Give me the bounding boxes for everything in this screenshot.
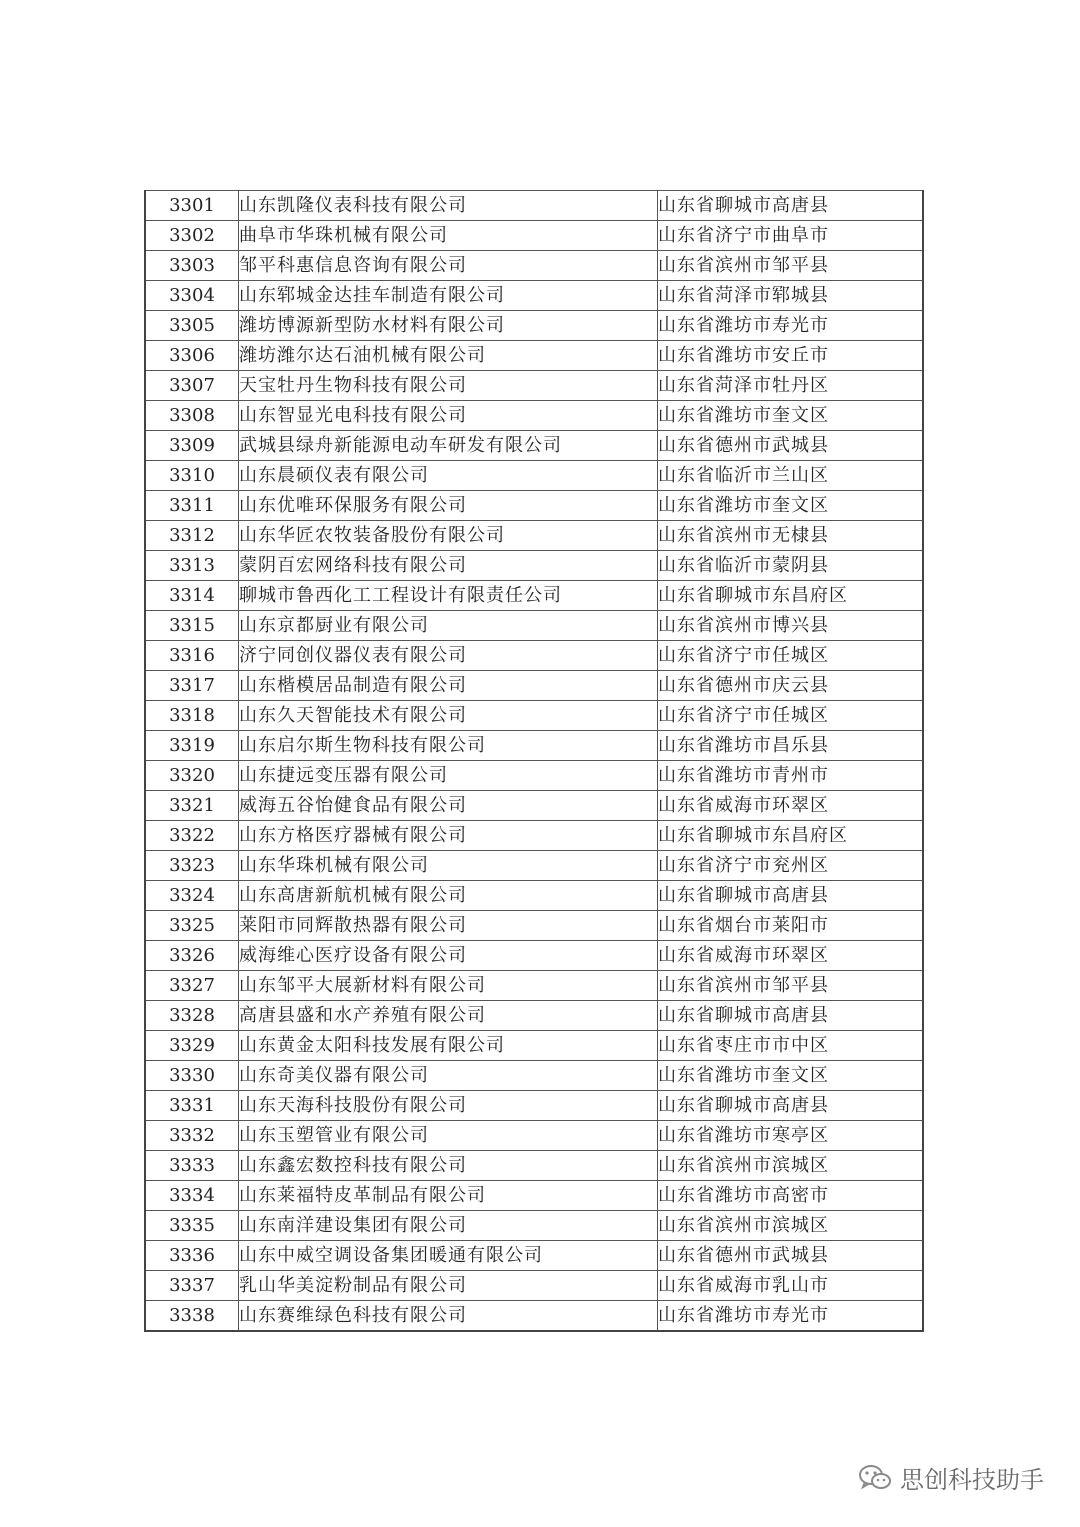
company-location: 山东省潍坊市奎文区: [658, 401, 924, 431]
company-location: 山东省滨州市邹平县: [658, 251, 924, 281]
company-name: 山东京都厨业有限公司: [239, 611, 658, 641]
table-row: [145, 641, 923, 671]
table-row: [145, 191, 923, 221]
row-number: 3331: [145, 1091, 239, 1121]
row-number: 3322: [145, 821, 239, 851]
company-name: 山东黄金太阳科技发展有限公司: [239, 1031, 658, 1061]
company-location: 山东省滨州市邹平县: [658, 971, 924, 1001]
row-number: 3311: [145, 491, 239, 521]
company-location: 山东省潍坊市寒亭区: [658, 1121, 924, 1151]
company-name: 邹平科惠信息咨询有限公司: [239, 251, 658, 281]
table-row: [145, 371, 923, 401]
table-row: [145, 1301, 923, 1332]
company-location: 山东省潍坊市青州市: [658, 761, 924, 791]
company-location: 山东省济宁市兖州区: [658, 851, 924, 881]
company-location: 山东省菏泽市牡丹区: [658, 371, 924, 401]
company-name: 乳山华美淀粉制品有限公司: [239, 1271, 658, 1301]
company-location: 山东省聊城市东昌府区: [658, 821, 924, 851]
company-name: 山东华匠农牧装备股份有限公司: [239, 521, 658, 551]
table-row: [145, 1211, 923, 1241]
row-number: 3301: [145, 191, 239, 221]
company-location: 山东省聊城市高唐县: [658, 191, 924, 221]
table-row: [145, 731, 923, 761]
watermark: [858, 1460, 1044, 1495]
company-name: 山东邹平大展新材料有限公司: [239, 971, 658, 1001]
table-row: [145, 911, 923, 941]
table-row: [145, 491, 923, 521]
company-name: 山东赛维绿色科技有限公司: [239, 1301, 658, 1332]
company-name: 山东中威空调设备集团暖通有限公司: [239, 1241, 658, 1271]
company-name: 山东郓城金达挂车制造有限公司: [239, 281, 658, 311]
company-name: 聊城市鲁西化工工程设计有限责任公司: [239, 581, 658, 611]
company-name: 山东南洋建设集团有限公司: [239, 1211, 658, 1241]
company-location: 山东省潍坊市奎文区: [658, 1061, 924, 1091]
company-location: 山东省潍坊市寿光市: [658, 1301, 924, 1332]
row-number: 3312: [145, 521, 239, 551]
company-location: 山东省聊城市高唐县: [658, 881, 924, 911]
company-location: 山东省济宁市任城区: [658, 701, 924, 731]
table-row: [145, 671, 923, 701]
company-name: 山东鑫宏数控科技有限公司: [239, 1151, 658, 1181]
row-number: 3327: [145, 971, 239, 1001]
table-row: [145, 1151, 923, 1181]
row-number: 3323: [145, 851, 239, 881]
table-row: [145, 941, 923, 971]
company-location: 山东省威海市环翠区: [658, 941, 924, 971]
company-name: 潍坊潍尔达石油机械有限公司: [239, 341, 658, 371]
row-number: 3313: [145, 551, 239, 581]
row-number: 3334: [145, 1181, 239, 1211]
row-number: 3328: [145, 1001, 239, 1031]
table-row: [145, 311, 923, 341]
company-location: 山东省聊城市高唐县: [658, 1091, 924, 1121]
table-row: [145, 611, 923, 641]
table-row: [145, 1031, 923, 1061]
company-name: 武城县绿舟新能源电动车研发有限公司: [239, 431, 658, 461]
company-list-table: [144, 190, 924, 1332]
company-name: 蒙阴百宏网络科技有限公司: [239, 551, 658, 581]
company-name: 山东凯隆仪表科技有限公司: [239, 191, 658, 221]
company-name: 山东启尔斯生物科技有限公司: [239, 731, 658, 761]
row-number: 3316: [145, 641, 239, 671]
row-number: 3321: [145, 791, 239, 821]
row-number: 3338: [145, 1301, 239, 1332]
row-number: 3325: [145, 911, 239, 941]
company-location: 山东省潍坊市昌乐县: [658, 731, 924, 761]
company-name: 山东楷模居品制造有限公司: [239, 671, 658, 701]
table-row: [145, 401, 923, 431]
company-location: 山东省烟台市莱阳市: [658, 911, 924, 941]
table-row: [145, 581, 923, 611]
company-location: 山东省潍坊市安丘市: [658, 341, 924, 371]
row-number: 3306: [145, 341, 239, 371]
row-number: 3332: [145, 1121, 239, 1151]
row-number: 3324: [145, 881, 239, 911]
company-name: 山东优唯环保服务有限公司: [239, 491, 658, 521]
row-number: 3314: [145, 581, 239, 611]
company-name: 威海五谷怡健食品有限公司: [239, 791, 658, 821]
company-name: 高唐县盛和水产养殖有限公司: [239, 1001, 658, 1031]
row-number: 3335: [145, 1211, 239, 1241]
wechat-icon: [858, 1464, 892, 1492]
company-name: 山东捷远变压器有限公司: [239, 761, 658, 791]
company-name: 山东智显光电科技有限公司: [239, 401, 658, 431]
row-number: 3336: [145, 1241, 239, 1271]
table-row: [145, 1001, 923, 1031]
company-name: 天宝牡丹生物科技有限公司: [239, 371, 658, 401]
company-name: 山东莱福特皮革制品有限公司: [239, 1181, 658, 1211]
company-location: 山东省济宁市曲阜市: [658, 221, 924, 251]
watermark-text: 思创科技助手: [900, 1466, 1044, 1494]
row-number: 3337: [145, 1271, 239, 1301]
company-location: 山东省滨州市博兴县: [658, 611, 924, 641]
company-location: 山东省滨州市无棣县: [658, 521, 924, 551]
table-row: [145, 791, 923, 821]
table-row: [145, 1181, 923, 1211]
company-location: 山东省聊城市东昌府区: [658, 581, 924, 611]
table: [144, 190, 924, 1332]
row-number: 3302: [145, 221, 239, 251]
row-number: 3329: [145, 1031, 239, 1061]
row-number: 3333: [145, 1151, 239, 1181]
table-body: [145, 191, 923, 1332]
table-row: [145, 851, 923, 881]
company-name: 山东久天智能技术有限公司: [239, 701, 658, 731]
company-name: 山东高唐新航机械有限公司: [239, 881, 658, 911]
company-name: 潍坊博源新型防水材料有限公司: [239, 311, 658, 341]
company-location: 山东省威海市环翠区: [658, 791, 924, 821]
table-row: [145, 431, 923, 461]
table-row: [145, 251, 923, 281]
table-row: [145, 461, 923, 491]
row-number: 3304: [145, 281, 239, 311]
company-name: 山东晨硕仪表有限公司: [239, 461, 658, 491]
row-number: 3326: [145, 941, 239, 971]
table-row: [145, 521, 923, 551]
row-number: 3315: [145, 611, 239, 641]
company-location: 山东省滨州市滨城区: [658, 1151, 924, 1181]
company-location: 山东省潍坊市奎文区: [658, 491, 924, 521]
company-location: 山东省德州市武城县: [658, 1241, 924, 1271]
company-location: 山东省临沂市兰山区: [658, 461, 924, 491]
table-row: [145, 881, 923, 911]
company-location: 山东省滨州市滨城区: [658, 1211, 924, 1241]
company-location: 山东省菏泽市郓城县: [658, 281, 924, 311]
table-row: [145, 1121, 923, 1151]
row-number: 3307: [145, 371, 239, 401]
row-number: 3310: [145, 461, 239, 491]
row-number: 3319: [145, 731, 239, 761]
table-row: [145, 761, 923, 791]
company-name: 济宁同创仪器仪表有限公司: [239, 641, 658, 671]
row-number: 3318: [145, 701, 239, 731]
company-name: 山东天海科技股份有限公司: [239, 1091, 658, 1121]
table-row: [145, 1241, 923, 1271]
company-location: 山东省聊城市高唐县: [658, 1001, 924, 1031]
company-location: 山东省潍坊市寿光市: [658, 311, 924, 341]
table-row: [145, 551, 923, 581]
row-number: 3303: [145, 251, 239, 281]
company-location: 山东省济宁市任城区: [658, 641, 924, 671]
table-row: [145, 341, 923, 371]
company-name: 威海维心医疗设备有限公司: [239, 941, 658, 971]
company-name: 山东华珠机械有限公司: [239, 851, 658, 881]
row-number: 3308: [145, 401, 239, 431]
row-number: 3320: [145, 761, 239, 791]
company-name: 曲阜市华珠机械有限公司: [239, 221, 658, 251]
company-location: 山东省德州市庆云县: [658, 671, 924, 701]
company-name: 山东奇美仪器有限公司: [239, 1061, 658, 1091]
row-number: 3305: [145, 311, 239, 341]
company-name: 山东玉塑管业有限公司: [239, 1121, 658, 1151]
company-name: 山东方格医疗器械有限公司: [239, 821, 658, 851]
table-row: [145, 1091, 923, 1121]
table-row: [145, 1061, 923, 1091]
table-row: [145, 821, 923, 851]
row-number: 3317: [145, 671, 239, 701]
company-location: 山东省枣庄市市中区: [658, 1031, 924, 1061]
table-row: [145, 281, 923, 311]
table-row: [145, 971, 923, 1001]
table-row: [145, 1271, 923, 1301]
company-location: 山东省临沂市蒙阴县: [658, 551, 924, 581]
table-row: [145, 221, 923, 251]
table-row: [145, 701, 923, 731]
company-location: 山东省德州市武城县: [658, 431, 924, 461]
row-number: 3309: [145, 431, 239, 461]
company-name: 莱阳市同辉散热器有限公司: [239, 911, 658, 941]
company-location: 山东省潍坊市高密市: [658, 1181, 924, 1211]
row-number: 3330: [145, 1061, 239, 1091]
company-location: 山东省威海市乳山市: [658, 1271, 924, 1301]
